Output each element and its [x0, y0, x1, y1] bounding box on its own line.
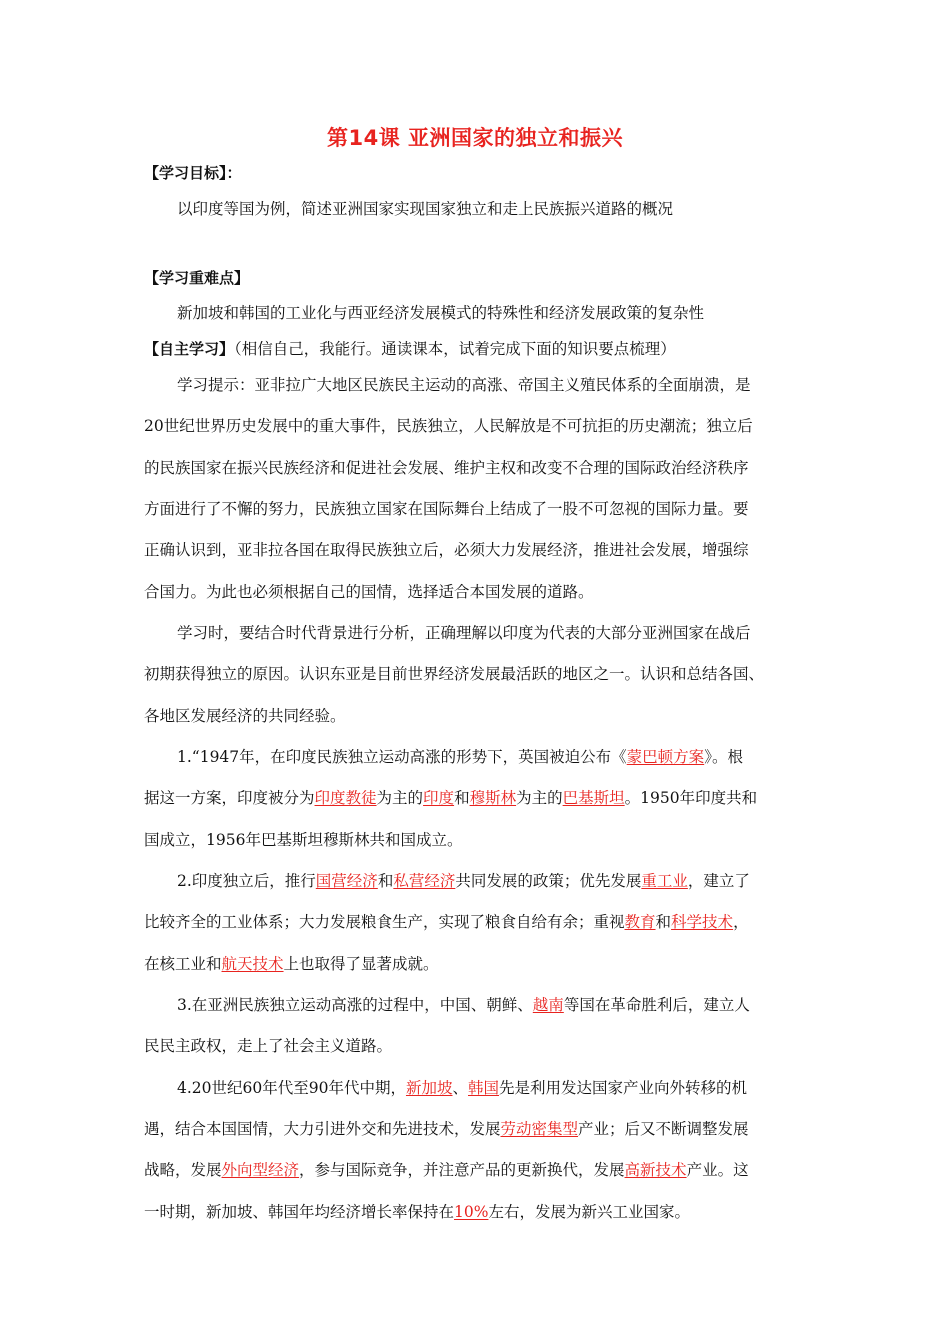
hint-line-6: 合国力。为此也必须根据自己的国情，选择适合本国发展的道路。 [144, 583, 594, 601]
text-span: 为主的 [376, 789, 424, 807]
answer-span: 科学技术 [671, 913, 734, 931]
item4-line-3 [144, 1159, 749, 1181]
keypoints-text: 新加坡和韩国的工业化与西亚经济发展模式的特殊性和经济发展政策的复杂性 [177, 304, 705, 322]
hint-line-1: 学习提示：亚非拉广大地区民族民主运动的高涨、帝国主义殖民体系的全面崩溃，是 [177, 376, 751, 394]
item4-line-1 [177, 1077, 747, 1099]
answer-span: 教育 [624, 913, 656, 931]
answer-span: 劳动密集型 [500, 1120, 579, 1138]
hint-line-4: 方面进行了不懈的努力，民族独立国家在国际舞台上结成了一股不可忽视的国际力量。要 [144, 500, 749, 518]
text-span: 一时期，新加坡、韩国年均经济增长率保持在 [144, 1203, 455, 1221]
text-span: 3.在亚洲民族独立运动高涨的过程中，中国、朝鲜、 [177, 996, 533, 1014]
answer-span: 私营经济 [393, 872, 456, 890]
answer-span: 外向型经济 [221, 1161, 300, 1179]
text-span: 共同发展的政策；优先发展 [455, 872, 642, 890]
text-span: 比较齐全的工业体系；大力发展粮食生产，实现了粮食自给有余；重视 [144, 913, 625, 931]
answer-span: 重工业 [641, 872, 688, 890]
answer-span: 10% [454, 1203, 489, 1221]
text-span: 。1950年印度共和 [624, 789, 758, 807]
item1-line-3: 国成立，1956年巴基斯坦穆斯林共和国成立。 [144, 831, 463, 849]
answer-span: 新加坡 [405, 1079, 453, 1097]
text-span: 和 [655, 913, 672, 931]
item1-line-2 [144, 787, 757, 809]
answer-span: 越南 [532, 996, 564, 1014]
text-span: 和 [454, 789, 470, 807]
text-span: 》。根 [704, 748, 743, 766]
item4-line-4 [144, 1201, 690, 1223]
answer-span: 国营经济 [315, 872, 378, 890]
text-span: ， [733, 913, 749, 931]
study-line-3: 各地区发展经济的共同经验。 [144, 707, 346, 725]
text-span: 上也取得了显著成就。 [283, 955, 439, 973]
self-study-note: （相信自己，我能行。通读课本，试着完成下面的知识要点梳理） [234, 340, 676, 358]
objectives-heading: 【学习目标】： [144, 164, 242, 182]
text-span: 1.“1947年，在印度民族独立运动高涨的形势下，英国被迫公布《 [177, 748, 627, 766]
page-title: 第14课 亚洲国家的独立和振兴 [326, 126, 624, 150]
text-span: 先是利用发达国家产业向外转移的机 [499, 1079, 748, 1097]
item4-line-2 [144, 1118, 749, 1140]
text-span: 等国在革命胜利后，建立人 [563, 996, 750, 1014]
answer-span: 印度教徒 [314, 789, 377, 807]
study-line-2: 初期获得独立的原因。认识东亚是目前世界经济发展最活跃的地区之一。认识和总结各国、 [144, 665, 765, 683]
text-span: 战略，发展 [144, 1161, 222, 1179]
text-span: 遇，结合本国国情，大力引进外交和先进技术，发展 [144, 1120, 501, 1138]
hint-line-5: 正确认识到，亚非拉各国在取得民族独立后，必须大力发展经济，推进社会发展，增强综 [144, 541, 749, 559]
study-line-1: 学习时，要结合时代背景进行分析，正确理解以印度为代表的大部分亚洲国家在战后 [177, 624, 751, 642]
text-span: 产业；后又不断调整发展 [578, 1120, 749, 1138]
objectives-text: 以印度等国为例，简述亚洲国家实现国家独立和走上民族振兴道路的概况 [177, 200, 674, 218]
item1-line-1 [177, 746, 743, 768]
text-span: 为主的 [516, 789, 563, 807]
item2-line-2 [144, 911, 749, 933]
text-span: 左右，发展为新兴工业国家。 [488, 1203, 690, 1221]
text-span: ，建立了 [687, 872, 750, 890]
text-span: 2.印度独立后，推行 [177, 872, 316, 890]
answer-span: 穆斯林 [469, 789, 517, 807]
answer-span: 印度 [423, 789, 455, 807]
answer-span: 巴基斯坦 [562, 789, 625, 807]
text-span: 4.20世纪60年代至90年代中期， [177, 1079, 406, 1097]
self-study-line [144, 338, 676, 360]
text-span: 、 [452, 1079, 468, 1097]
self-study-heading: 【自主学习】 [144, 340, 235, 358]
item3-line-2: 民民主政权，走上了社会主义道路。 [144, 1037, 393, 1055]
item2-line-1 [177, 870, 750, 892]
item2-line-3 [144, 953, 439, 975]
item3-line-1 [177, 994, 750, 1016]
answer-span: 韩国 [468, 1079, 500, 1097]
hint-line-3: 的民族国家在振兴民族经济和促进社会发展、维护主权和改变不合理的国际政治经济秩序 [144, 459, 749, 477]
text-span: 据这一方案，印度被分为 [144, 789, 315, 807]
answer-span: 蒙巴顿方案 [626, 748, 705, 766]
hint-line-2: 20世纪世界历史发展中的重大事件，民族独立，人民解放是不可抗拒的历史潮流；独立后 [144, 417, 753, 435]
keypoints-heading: 【学习重难点】 [144, 269, 250, 287]
text-span: 产业。这 [686, 1161, 749, 1179]
answer-span: 航天技术 [221, 955, 284, 973]
text-span: ，参与国际竞争，并注意产品的更新换代，发展 [299, 1161, 625, 1179]
text-span: 和 [377, 872, 394, 890]
text-span: 在核工业和 [144, 955, 222, 973]
answer-span: 高新技术 [624, 1161, 687, 1179]
